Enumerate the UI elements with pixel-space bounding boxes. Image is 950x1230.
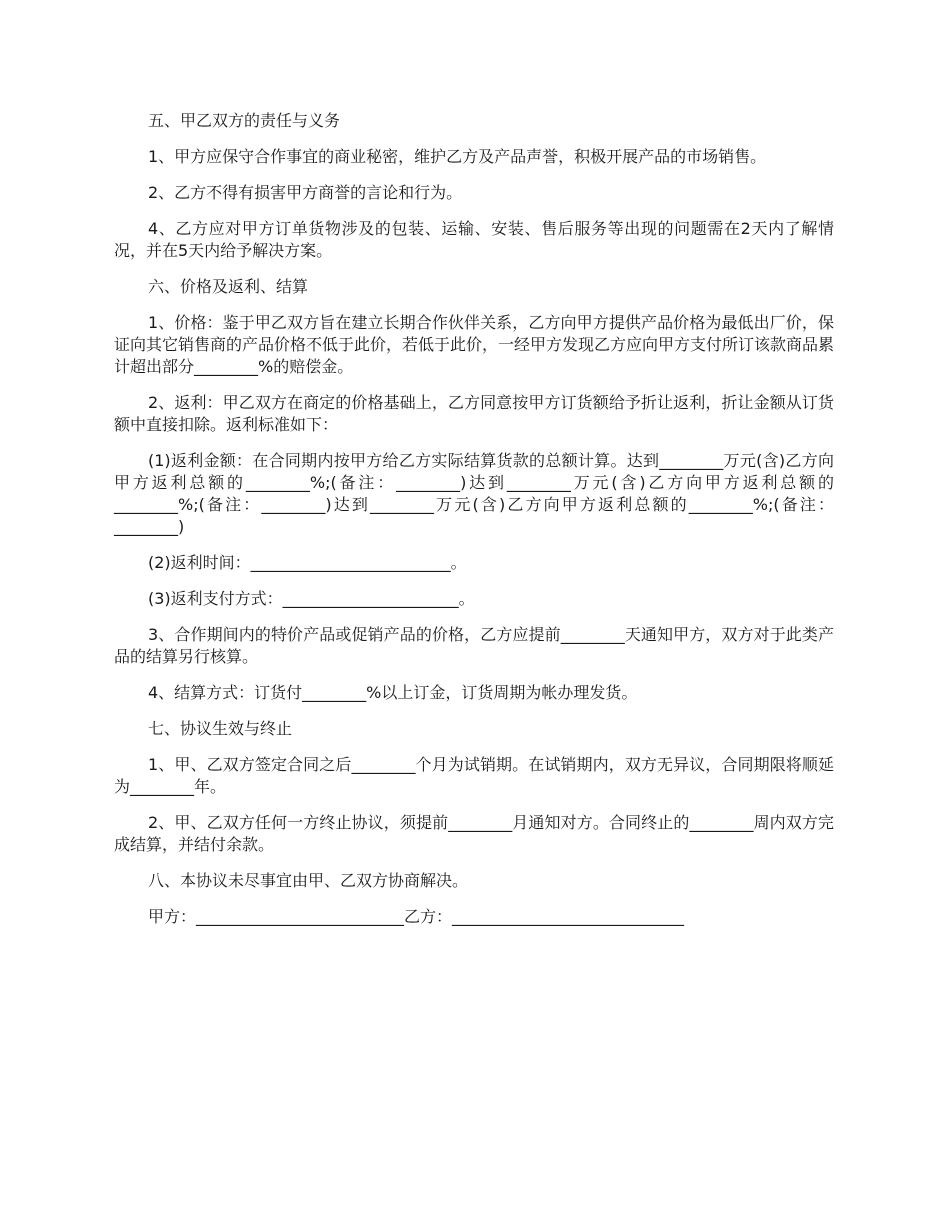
signature-line: 甲方：__________________________乙方：_____________________________	[148, 907, 685, 926]
clause-6-3-special-price: 3、合作期间内的特价产品或促销产品的价格，乙方应提前________天通知甲方，双方对于此类产品的结算另行核算。	[114, 625, 834, 666]
clause-7-1: 1、甲、乙双方签定合同之后________个月为试销期。在试销期内，双方无异议，合同期限将顺延为________年。	[114, 755, 834, 796]
clause-5-2: 2、乙方不得有损害甲方商誉的言论和行为。	[148, 183, 463, 202]
clause-5-1: 1、甲方应保守合作事宜的商业秘密，维护乙方及产品声誉，积极开展产品的市场销售。	[148, 147, 767, 166]
clause-6-1-price: 1、价格：鉴于甲乙双方旨在建立长期合作伙伴关系，乙方向甲方提供产品价格为最低出厂价，保证向其它销售商的产品价格不低于此价，若低于此价，一经甲方发现乙方应向甲方支付所订该款商品累计超出部分________%的赔偿金。	[114, 313, 835, 376]
section-8: 八、本协议未尽事宜由甲、乙双方协商解决。	[148, 871, 469, 890]
clause-6-2-1-rebate-amount: (1)返利金额：在合同期内按甲方给乙方实际结算货款的总额计算。达到________万元(含)乙方向甲方返利总额的________%;(备注：________)达到________万元(含)乙方向甲方返利总额的________%;(备注：________)达到________万元(含)乙方向甲方返利总额的________%;(备注：________)	[114, 451, 834, 536]
section-6-heading: 六、价格及返利、结算	[148, 277, 309, 296]
clause-6-2-3-rebate-payment: (3)返利支付方式：______________________。	[148, 589, 475, 608]
section-7-heading: 七、协议生效与终止	[148, 719, 293, 738]
section-5-heading: 五、甲乙双方的责任与义务	[148, 111, 341, 130]
clause-6-2-2-rebate-time: (2)返利时间：_________________________。	[148, 553, 467, 572]
clause-6-2-rebate: 2、返利：甲乙双方在商定的价格基础上，乙方同意按甲方订货额给予折让返利，折让金额从订货额中直接扣除。返利标准如下：	[114, 393, 834, 434]
clause-5-4: 4、乙方应对甲方订单货物涉及的包装、运输、安装、售后服务等出现的问题需在2天内了解情况，并在5天内给予解决方案。	[114, 219, 834, 260]
clause-6-4-settlement: 4、结算方式：订货付________%以上订金，订货周期为帐办理发货。	[148, 683, 638, 702]
clause-7-2: 2、甲、乙双方任何一方终止协议，须提前________月通知对方。合同终止的________周内双方完成结算，并结付余款。	[114, 813, 834, 854]
document-body	[114, 110, 834, 942]
